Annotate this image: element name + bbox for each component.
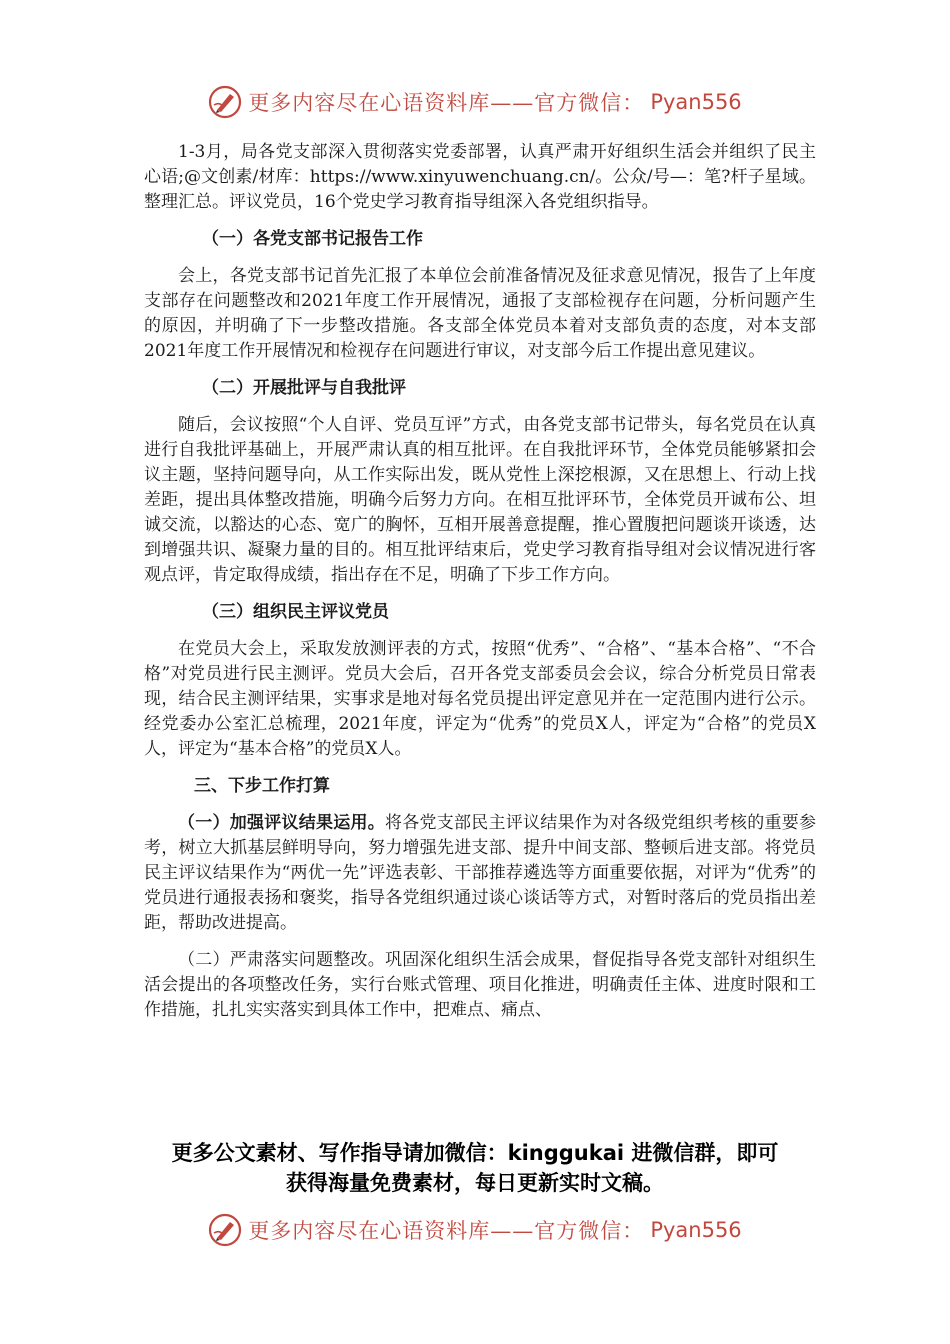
footer-banner xyxy=(0,1208,950,1252)
section-heading-2: （二）开展批评与自我批评 xyxy=(202,378,406,398)
banner-wechat-handle: Pyan556 xyxy=(650,1218,742,1242)
next-step-body-1: 将各党支部民主评议结果作为对各级党组织考核的重要参考，树立大抓基层鲜明导向，努力增强先进支部、提升中间支部、整顿后进支部。将党员民主评议结果作为“两优一先”评选表彰、干部推荐遴选等方面重要依据，对评为“优秀”的党员进行通报表扬和褒奖，指导各党组织通过谈心谈话等方式，对暂时落后的党员指出差距，帮助改进提高。 xyxy=(144,813,816,933)
cta-notice xyxy=(0,1138,950,1198)
banner-text: 更多内容尽在心语资料库——官方微信： xyxy=(248,91,645,115)
next-step-lead-1: （一）加强评议结果运用。 xyxy=(178,813,385,833)
cta-line-2: 获得海量免费素材，每日更新实时文稿。 xyxy=(286,1171,664,1195)
banner-wechat-handle: Pyan556 xyxy=(650,90,742,114)
banner-text: 更多内容尽在心语资料库——官方微信： xyxy=(248,1219,645,1243)
next-step-item-1 xyxy=(144,811,816,936)
section-body-3: 在党员大会上，采取发放测评表的方式，按照“优秀”、“合格”、“基本合格”、“不合格”对党员进行民主测评。党员大会后，召开各党支部委员会会议，综合分析党员日常表现，结合民主测评结果，实事求是地对每名党员提出评定意见并在一定范围内进行公示。经党委办公室汇总梳理，2021年度，评定为“优秀”的党员X人，评定为“合格”的党员X人，评定为“基本合格”的党员X人。 xyxy=(144,639,816,759)
next-steps-heading: 三、下步工作打算 xyxy=(194,776,330,796)
section-heading-3: （三）组织民主评议党员 xyxy=(202,602,389,622)
document-body xyxy=(144,140,816,1023)
next-step-item-2 xyxy=(144,948,816,1023)
next-step-body-2: 巩固深化组织生活会成果，督促指导各党支部针对组织生活会提出的各项整改任务，实行台账式管理、项目化推进，明确责任主体、进度时限和工作措施，扎扎实实落实到具体工作中，把难点、痛点、 xyxy=(144,950,816,1020)
pen-logo-icon xyxy=(208,1213,242,1247)
next-step-lead-2: （二）严肃落实问题整改。 xyxy=(178,950,385,970)
section-body-2: 随后，会议按照“个人自评、党员互评”方式，由各党支部书记带头，每名党员在认真进行自我批评基础上，开展严肃认真的相互批评。在自我批评环节，全体党员能够紧扣会议主题，坚持问题导向，从工作实际出发，既从党性上深挖根源，又在思想上、行动上找差距，提出具体整改措施，明确今后努力方向。在相互批评环节，全体党员开诚布公、坦诚交流，以豁达的心态、宽广的胸怀，互相开展善意提醒，推心置腹把问题谈开谈透，达到增强共识、凝聚力量的目的。相互批评结束后，党史学习教育指导组对会议情况进行客观点评，肯定取得成绩，指出存在不足，明确了下步工作方向。 xyxy=(144,415,816,585)
section-body-1: 会上，各党支部书记首先汇报了本单位会前准备情况及征求意见情况，报告了上年度支部存在问题整改和2021年度工作开展情况，通报了支部检视存在问题，分析问题产生的原因，并明确了下一步整改措施。各支部全体党员本着对支部负责的态度，对本支部2021年度工作开展情况和检视存在问题进行审议，对支部今后工作提出意见建议。 xyxy=(144,266,816,361)
intro-paragraph: 1-3月，局各党支部深入贯彻落实党委部署，认真严肃开好组织生活会并组织了民主心语;@文创素/材库：https://www.xinyuwenchuang.cn/。公众/号—：笔?杆子星域。整理汇总。评议党员，16个党史学习教育指导组深入各党组织指导。 xyxy=(144,142,816,212)
cta-line-1: 更多公文素材、写作指导请加微信：kinggukai 进微信群，即可 xyxy=(171,1141,779,1165)
section-heading-1: （一）各党支部书记报告工作 xyxy=(202,229,423,249)
pen-logo-icon xyxy=(208,85,242,119)
header-banner xyxy=(0,80,950,124)
